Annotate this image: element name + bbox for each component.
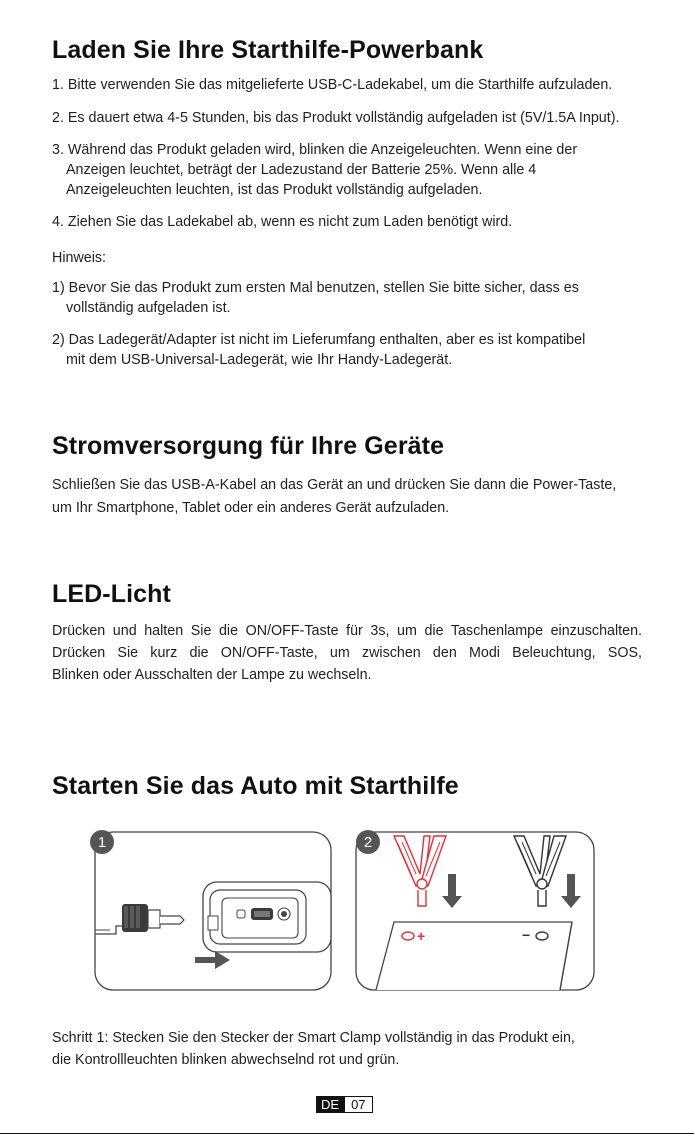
note-2-line-2: mit dem USB-Universal-Ladegerät, wie Ihr Handy-Ladegerät. (66, 352, 453, 368)
charge-step-2: 2. Es dauert etwa 4-5 Stunden, bis das Produkt vollständig aufgeladen ist (5V/1.5A Input). (52, 110, 620, 126)
page-number: 07 (344, 1096, 372, 1113)
note-1-line-1: 1) Bevor Sie das Produkt zum ersten Mal benutzen, stellen Sie bitte sicher, dass es (52, 280, 579, 296)
charge-step-3-line-1: 3. Während das Produkt geladen wird, blinken die Anzeigeleuchten. Wenn eine der (52, 142, 578, 158)
led-line-2: Drücken Sie kurz die ON/OFF-Taste, um zwischen den Modi Beleuchtung, SOS, (52, 645, 642, 661)
page-footer (316, 1096, 373, 1113)
charge-step-4: 4. Ziehen Sie das Ladekabel ab, wenn es nicht zum Laden benötigt wird. (52, 214, 513, 230)
power-line-1: Schließen Sie das USB-A-Kabel an das Gerät an und drücken Sie dann die Power-Taste, (52, 477, 617, 493)
car-battery-icon (376, 922, 572, 990)
footer-divider (0, 1133, 694, 1134)
jump-section-title: Starten Sie das Auto mit Starthilfe (52, 772, 459, 800)
led-line-1: Drücken und halten Sie die ON/OFF-Taste für 3s, um die Taschenlampe einzuschalten. (52, 623, 642, 639)
charge-section-title: Laden Sie Ihre Starthilfe-Powerbank (52, 36, 484, 64)
charge-step-3-line-2: Anzeigen leuchtet, beträgt der Ladezustand der Batterie 25%. Wenn alle 4 (66, 162, 537, 178)
badge-step-2 (356, 830, 380, 854)
svg-text:1: 1 (97, 834, 107, 851)
jump-step-1-line-1: Schritt 1: Stecken Sie den Stecker der Smart Clamp vollständig in das Produkt ein, (52, 1030, 575, 1046)
led-line-3: Blinken oder Ausschalten der Lampe zu wechseln. (52, 667, 372, 683)
jump-step-1-line-2: die Kontrollleuchten blinken abwechselnd rot und grün. (52, 1052, 400, 1068)
note-1-line-2: vollständig aufgeladen ist. (66, 300, 231, 316)
badge-step-1 (90, 830, 114, 854)
power-line-2: um Ihr Smartphone, Tablet oder ein anderes Gerät aufzuladen. (52, 500, 450, 516)
power-section-title: Stromversorgung für Ihre Geräte (52, 432, 445, 460)
figure-battery-clamps (354, 826, 600, 994)
led-section-title: LED-Licht (52, 580, 171, 608)
svg-text:+: + (417, 928, 426, 944)
power-bank-icon (203, 882, 331, 952)
note-label: Hinweis: (52, 250, 107, 266)
charge-step-1: 1. Bitte verwenden Sie das mitgelieferte USB-C-Ladekabel, um die Starthilfe aufzuladen. (52, 77, 613, 93)
figure-plug-clamp (90, 826, 336, 994)
language-label: DE (316, 1096, 344, 1113)
svg-text:2: 2 (363, 834, 373, 851)
charge-step-3-line-3: Anzeigeleuchten leuchten, ist das Produkt vollständig aufgeladen. (66, 182, 483, 198)
note-2-line-1: 2) Das Ladegerät/Adapter ist nicht im Lieferumfang enthalten, aber es ist kompatibel (52, 332, 586, 348)
svg-text:−: − (522, 927, 531, 943)
